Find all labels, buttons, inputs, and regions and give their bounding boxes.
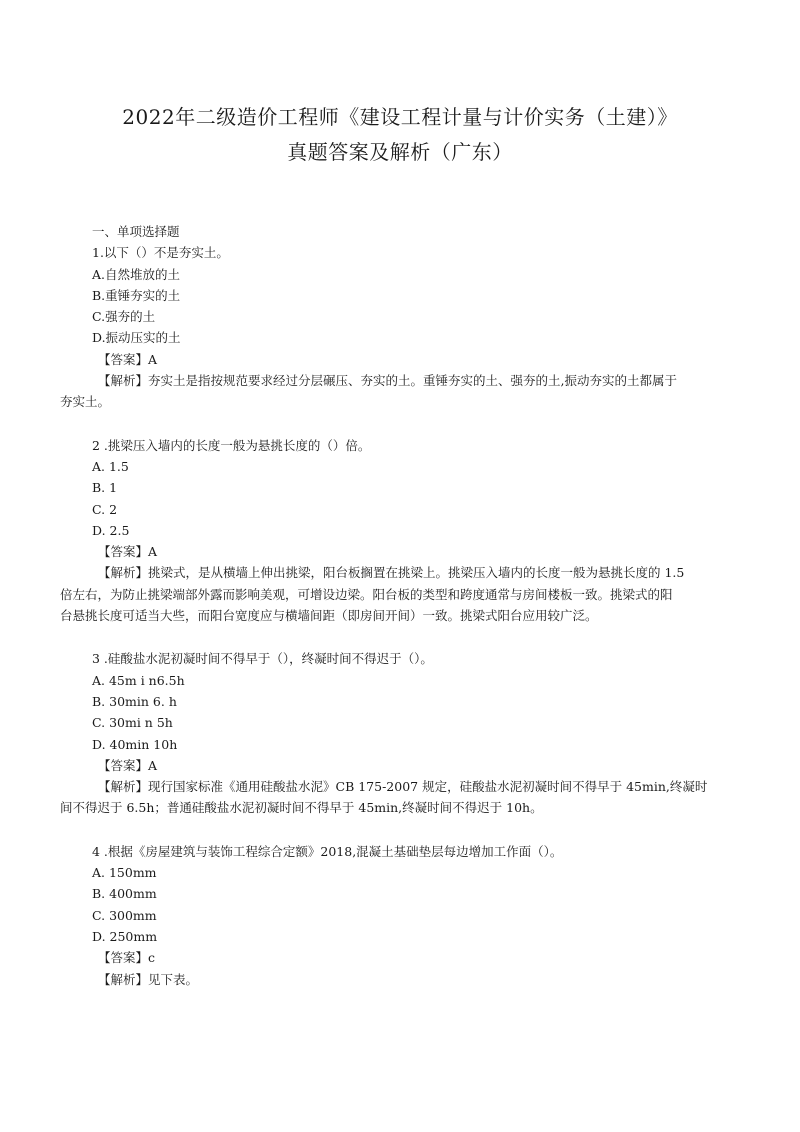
option-c: C. 30mi n 5h [92,715,173,731]
answer: 【答案】c [98,950,156,966]
option-c: C. 300mm [92,907,157,923]
answer: 【答案】A [98,351,158,367]
option-a: A. 45m i n6.5h [92,672,185,688]
analysis-line: 间不得迟于 6.5h；普通硅酸盐水泥初凝时间不得早于 45min,终凝时间不得迟于 10h。 [60,800,543,816]
question-stem: 4 .根据《房屋建筑与装饰工程综合定额》2018,混凝土基础垫层每边增加工作面（）。 [92,843,563,859]
option-b: B.重锤夯实的土 [92,287,181,303]
question-stem: 3 .硅酸盐水泥初凝时间不得早于（），终凝时间不得迟于（）。 [92,651,433,667]
answer: 【答案】A [98,757,158,773]
option-c: C.强夯的土 [92,309,156,325]
question-3 [60,648,712,818]
option-c: C. 2 [92,501,118,517]
option-d: D. 40min 10h [92,736,178,752]
analysis-line: 【解析】见下表。 [98,971,199,987]
question-4 [92,841,712,990]
analysis-line: 【解析】夯实土是指按规范要求经过分层碾压、夯实的土。重锤夯实的土、强夯的土,振动夯实的土都属于 [98,373,677,389]
question-1 [60,242,712,412]
document-title-line-1: 2022年二级造价工程师《建设工程计量与计价实务（土建）》 [122,105,678,129]
document-title-line-2: 真题答案及解析（广东） [287,140,513,164]
option-a: A. 150mm [92,865,157,881]
analysis-line: 夯实土。 [60,394,111,410]
analysis-line: 台悬挑长度可适当大些，而阳台宽度应与横墙间距（即房间开间）一致。挑梁式阳台应用较广泛。 [60,608,598,624]
option-d: D.振动压实的土 [92,330,181,346]
option-b: B. 30min 6. h [92,693,177,709]
option-a: A. 1.5 [92,458,129,474]
analysis-line: 【解析】现行国家标准《通用硅酸盐水泥》CB 175-2007 规定，硅酸盐水泥初凝时间不得早于 45min,终凝时 [98,779,708,795]
option-b: B. 400mm [92,886,157,902]
option-d: D. 2.5 [92,522,130,538]
analysis-line: 倍左右，为防止挑梁端部外露而影响美观，可增设边梁。阳台板的类型和跨度通常与房间楼板一致。挑梁式的阳 [60,586,673,602]
option-b: B. 1 [92,480,118,496]
question-2 [60,435,712,627]
answer: 【答案】A [98,544,158,560]
document-body [60,221,712,990]
question-stem: 2 .挑梁压入墙内的长度一般为悬挑长度的（）倍。 [92,437,371,453]
option-d: D. 250mm [92,928,158,944]
section-heading: 一、单项选择题 [92,224,180,239]
question-stem: 1.以下（）不是夯实土。 [92,245,229,261]
option-a: A.自然堆放的土 [92,266,181,282]
analysis-line: 【解析】挑梁式，是从横墙上伸出挑梁，阳台板搁置在挑梁上。挑梁压入墙内的长度一般为悬挑长度的 1.5 [98,565,685,581]
